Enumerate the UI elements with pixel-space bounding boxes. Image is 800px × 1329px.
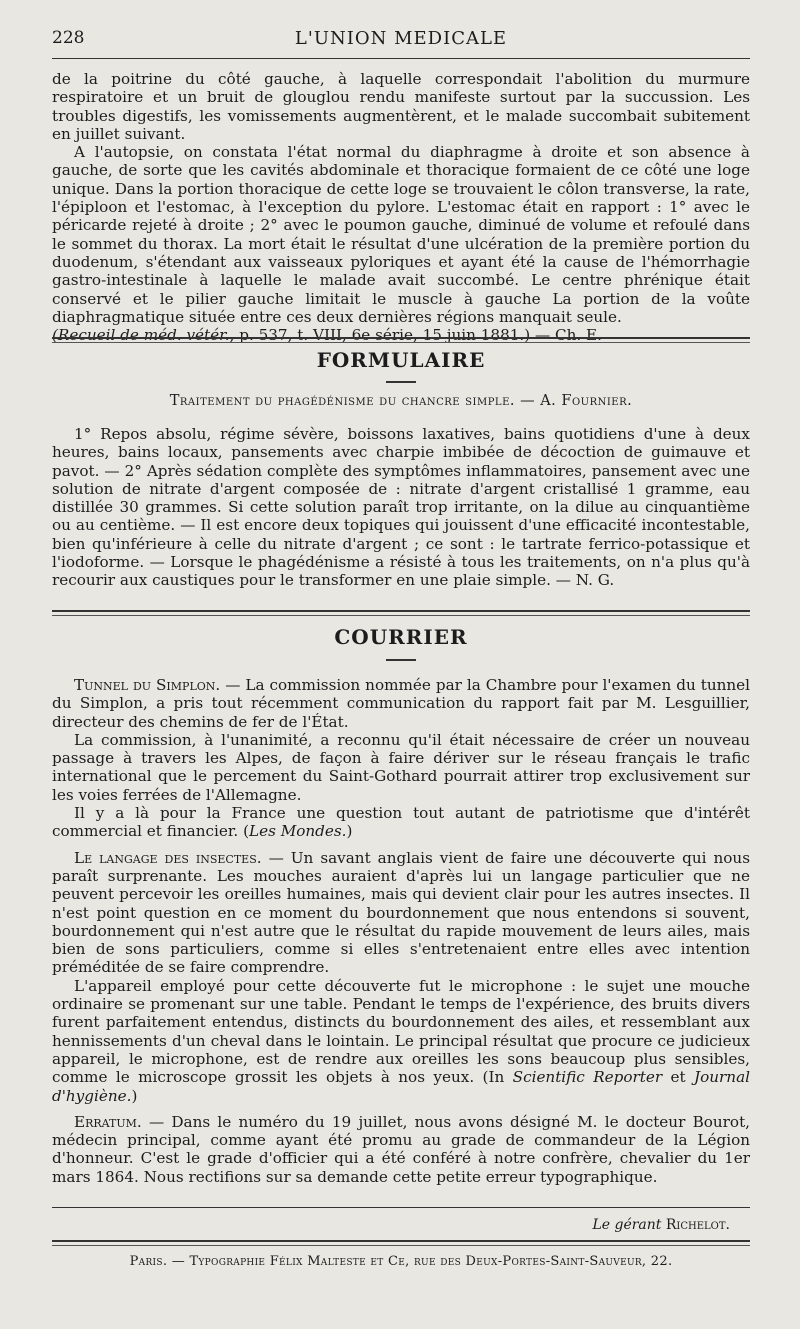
- courrier-title: COURRIER: [334, 625, 468, 649]
- formulaire-title-rule: [386, 381, 416, 383]
- intro-paragraph-2: A l'autopsie, on constata l'état normal du diaphragme à droite et son absence à gauche, de sorte que les cavités abdominale et thoracique formaient de ce côté une loge unique. Dans la portion thoracique de cette loge se trouvaient le côlon transverse, la rate, l'épiploon et l'estomac, à l'exception du pylore. L'estomac était en rapport : 1° avec le péricarde rejeté à droite ; 2° avec le poumon gauche, diminué de volume et refoulé dans le sommet du thorax. La mort était le résultat d'une ulcération de la première portion du duodenum, s'étendant aux vaisseaux pyloriques et ayant été la cause de l'hémorrhagie gastro-intestinale à laquelle le malade avait succombé. Le centre phrénique était conservé et le pilier gauche limitait le muscle à gauche La portion de la voûte diaphragmatique située entre ces deux dernières régions manquait seule.: [52, 143, 750, 326]
- simplon-text-3b: ): [346, 822, 353, 841]
- simplon-text-1: — La commission nommée par la Chambre pour l'examen du tunnel du Simplon, a pris tout récemment communication du rapport fait par M. Lesguillier, directeur des chemins de fer de l'État.: [52, 676, 751, 731]
- erratum-text: — Dans le numéro du 19 juillet, nous avons désigné M. le docteur Bourot, médecin principal, comme ayant été promu au grade de commandeur de la Légion d'honneur. C'est le grade d'officier qui a été conféré à notre confrère, chevalier du 1er mars 1864. Nous rectifions sur sa demande cette petite erreur typographique.: [52, 1112, 750, 1186]
- courrier-header: [52, 618, 750, 676]
- insectes-text-end: ): [131, 1086, 138, 1105]
- formulaire-body: 1° Repos absolu, régime sévère, boissons laxatives, bains quotidiens d'une à deux heures, bains locaux, pansements avec charpie imbibée de décoction de guimauve et pavot. — 2° Après sédation complète des symptômes inflammatoires, pansement avec une solution de nitrate d'argent composée de : nitrate d'argent cristallisé 1 gramme, eau distillée 30 grammes. Si cette solution paraît trop irritante, on la dilue au cinquantième ou au centième. — Il est encore deux topiques qui jouissent d'une efficacité incontestable, bien qu'inférieure à celle du nitrate d'argent ; ce sont : le tartrate ferrico-potassique et l'iodoforme. — Lorsque le phagédénisme a résisté à tous les traitements, on n'a plus qu'à recourir aux caustiques pour le transformer en une plaie simple. — N. G.: [52, 425, 750, 590]
- courrier-section: [52, 618, 750, 1186]
- erratum-heading: Erratum.: [74, 1112, 142, 1131]
- insectes-source-1: Scientific Reporter: [512, 1068, 663, 1087]
- insectes-heading: Le langage des insectes.: [74, 848, 262, 867]
- imprint-line: Paris. — Typographie Félix Malteste et Ce, rue des Deux-Portes-Saint-Sauveur, 22.: [129, 1254, 673, 1269]
- footer-rule-1: [52, 1207, 750, 1208]
- simplon-text-3a: Il y a là pour la France une question tout autant de patriotisme que d'intérêt commercial et financier. (: [52, 804, 750, 841]
- page-number: 228: [52, 28, 85, 48]
- gerant-name: Richelot.: [665, 1217, 730, 1233]
- footer-rule-2: [52, 1240, 750, 1246]
- gerant-signature: [592, 1217, 730, 1233]
- journal-title: L'UNION MEDICALE: [294, 28, 508, 49]
- simplon-paragraph-1: [52, 676, 750, 731]
- simplon-paragraph-2: La commission, à l'unanimité, a reconnu qu'il était nécessaire de créer un nouveau passage à travers les Alpes, de façon à faire dériver sur le réseau français le trafic international que le percement du Saint-Gothard pourrait attirer trop exclusivement sur les voies ferrées de l'Allemagne.: [52, 730, 750, 804]
- header-rule: [52, 58, 750, 59]
- page-header: [52, 28, 750, 52]
- citation-rest: , p. 537, t. VIII, 6e série, 15 juin 1881.) — Ch. E.: [229, 326, 602, 345]
- insectes-text-2: L'appareil employé pour cette découverte fut le microphone : le sujet une mouche ordinaire se promenant sur une table. Pendant le temps de l'expérience, des bruits divers furent parfaitement entendus, distincts du bourdonnement des ailes, et ressemblant aux hennissements d'un cheval dans le lointain. Le principal résultat que procure ce judicieux appareil, le microphone, est de rendre aux oreilles les sons beaucoup plus sensibles, comme le microscope grossit les objets à nos yeux. (In: [52, 976, 750, 1087]
- citation-source: (Recueil de méd. vétér.: [52, 326, 230, 345]
- intro-paragraph-1: de la poitrine du côté gauche, à laquelle correspondait l'abolition du murmure respiratoire et un bruit de glouglou rendu manifeste surtout par la succussion. Les troubles digestifs, les vomissements augmentèrent, et le malade succombait subitement en juillet suivant.: [52, 70, 750, 143]
- formulaire-title: FORMULAIRE: [316, 348, 486, 372]
- intro-section: [52, 70, 750, 344]
- formulaire-section: [52, 344, 750, 614]
- insectes-paragraph-2: [52, 977, 750, 1105]
- formulaire-subtitle: Traitement du phagédénisme du chancre simple. — A. Fournier.: [169, 393, 633, 409]
- insectes-paragraph-1: [52, 849, 750, 977]
- simplon-heading: Tunnel du Simplon.: [74, 676, 221, 694]
- insectes-text-mid: et: [662, 1068, 695, 1087]
- courrier-title-rule: [386, 659, 416, 661]
- simplon-source: Les Mondes.: [249, 822, 347, 841]
- insectes-text-1: — Un savant anglais vient de faire une découverte qui nous paraît surprenante. Les mouches auraient d'après lui un langage particulier que ne peuvent percevoir les oreilles humaines, mais qui devient clair pour les autres insectes. Il n'est point question en ce moment du bourdonnement que nous entendons si souvent, bourdonnement qui n'est autre que le résultat du rapide mouvement de leurs ailes, mais bien de sons particuliers, comme si elles s'entretenaient entre elles avec intention préméditée de se faire comprendre.: [52, 848, 750, 977]
- erratum-paragraph: [52, 1113, 750, 1186]
- section-divider-1: [52, 337, 750, 343]
- gerant-label: Le gérant: [592, 1217, 662, 1233]
- insectes-source-2: Journal d'hygiène.: [52, 1068, 750, 1105]
- simplon-paragraph-3: [52, 804, 750, 841]
- section-divider-2: [52, 610, 750, 616]
